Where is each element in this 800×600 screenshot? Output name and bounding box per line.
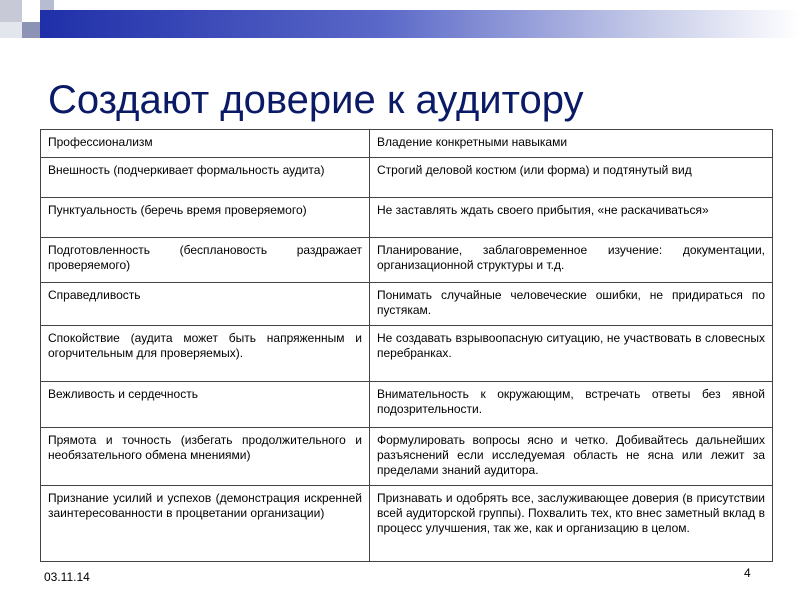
quality-cell: Пунктуальность (беречь время проверяемого) bbox=[41, 198, 370, 238]
behavior-cell: Признавать и одобрять все, заслуживающее доверия (в присутствии всей аудиторской группы). Похвалить тех, кто внес заметный вклад в процесс улучшения, так же, как и организацию в целом. bbox=[370, 486, 773, 562]
decor-square bbox=[0, 22, 22, 38]
table-row bbox=[41, 326, 773, 382]
quality-cell: Внешность (подчеркивает формальность аудита) bbox=[41, 158, 370, 198]
quality-cell: Признание усилий и успехов (демонстрация искренней заинтересованности в процветании организации) bbox=[41, 486, 370, 562]
quality-cell: Справедливость bbox=[41, 283, 370, 326]
behavior-cell: Не заставлять ждать своего прибытия, «не раскачиваться» bbox=[370, 198, 773, 238]
page-number: 4 bbox=[744, 566, 751, 580]
slide-title: Создают доверие к аудитору bbox=[48, 78, 584, 122]
decor-square bbox=[22, 22, 40, 38]
behavior-cell: Владение конкретными навыками bbox=[370, 130, 773, 158]
behavior-cell: Планирование, заблаговременное изучение: документации, организационной структуры и т.д. bbox=[370, 238, 773, 283]
behavior-cell: Внимательность к окружающим, встречать ответы без явной подозрительности. bbox=[370, 382, 773, 428]
slide-date: 03.11.14 bbox=[44, 570, 90, 584]
table-row bbox=[41, 198, 773, 238]
behavior-cell: Не создавать взрывоопасную ситуацию, не участвовать в словесных перебранках. bbox=[370, 326, 773, 382]
behavior-cell: Понимать случайные человеческие ошибки, не придираться по пустякам. bbox=[370, 283, 773, 326]
decor-square bbox=[40, 0, 54, 10]
quality-cell: Вежливость и сердечность bbox=[41, 382, 370, 428]
quality-cell: Профессионализм bbox=[41, 130, 370, 158]
header-decor-bar bbox=[40, 10, 800, 38]
table-row bbox=[41, 486, 773, 562]
quality-cell: Подготовленность (бесплановость раздражает проверяемого) bbox=[41, 238, 370, 283]
table-row bbox=[41, 238, 773, 283]
behavior-cell: Строгий деловой костюм (или форма) и подтянутый вид bbox=[370, 158, 773, 198]
table-row bbox=[41, 158, 773, 198]
table-row bbox=[41, 283, 773, 326]
quality-cell: Прямота и точность (избегать продолжительного и необязательного обмена мнениями) bbox=[41, 428, 370, 486]
quality-cell: Спокойствие (аудита может быть напряженным и огорчительным для проверяемых). bbox=[41, 326, 370, 382]
behavior-cell: Формулировать вопросы ясно и четко. Добивайтесь дальнейших разъяснений если исследуемая область не ясна или лежит за пределами знаний аудитора. bbox=[370, 428, 773, 486]
table-row bbox=[41, 382, 773, 428]
table-row bbox=[41, 130, 773, 158]
table-row bbox=[41, 428, 773, 486]
trust-factors-table bbox=[40, 129, 773, 562]
decor-square bbox=[0, 0, 22, 22]
